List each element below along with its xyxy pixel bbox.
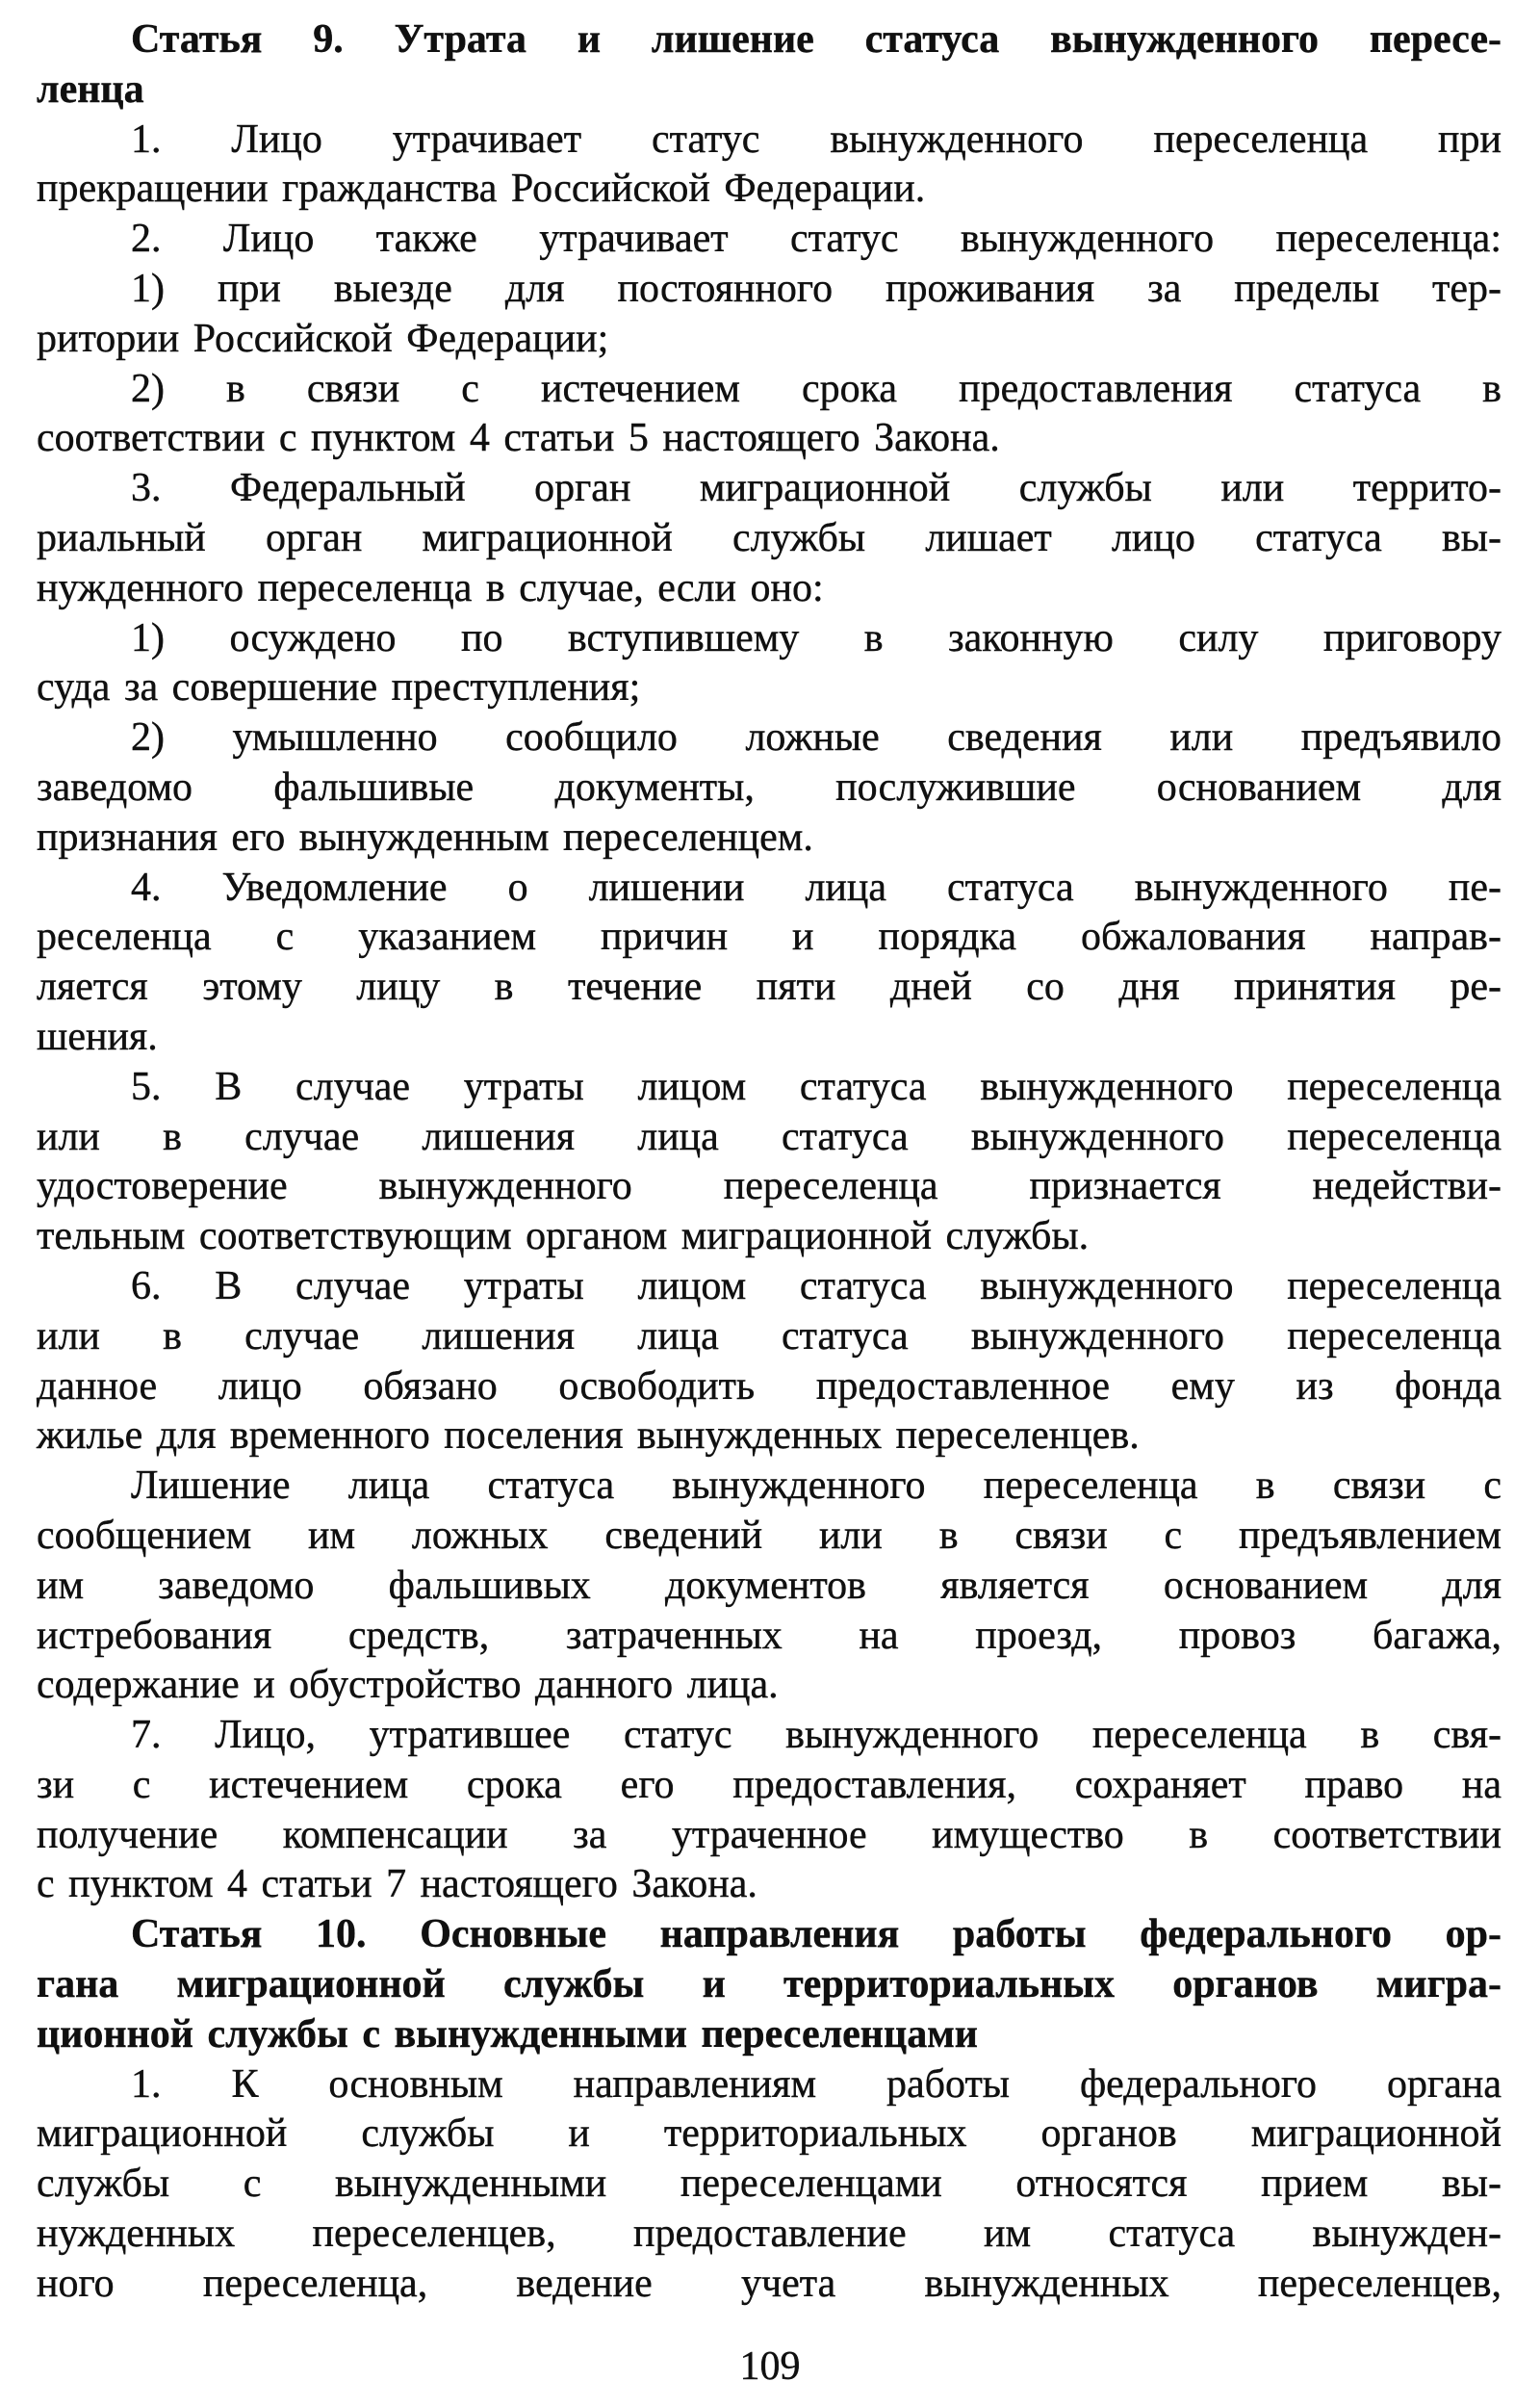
text-line: или в случае лишения лица статуса вынужденного переселенца [37, 1114, 1502, 1159]
text-line: 6. В случае утраты лицом статуса вынужденного переселенца [131, 1263, 1502, 1308]
text-line: 1) осуждено по вступившему в законную силу приговору [131, 615, 1502, 660]
text-line: получение компенсации за утраченное имущество в соответствии [37, 1812, 1502, 1857]
text-line: нужденных переселенцев, предоставление им статуса вынужден- [37, 2212, 1502, 2257]
text-line: ленца [37, 66, 144, 112]
text-line: миграционной службы и территориальных органов миграционной [37, 2111, 1502, 2157]
text-line: ционной службы с вынужденными переселенцами [37, 2011, 979, 2057]
text-line: 1. К основным направлениям работы федерального органа [131, 2061, 1502, 2107]
text-line: 7. Лицо, утратившее статус вынужденного переселенца в свя- [131, 1713, 1502, 1758]
text-line: реселенца с указанием причин и порядка обжалования направ- [37, 915, 1502, 960]
text-line: данное лицо обязано освободить предоставленное ему из фонда [37, 1363, 1502, 1409]
text-line: им заведомо фальшивых документов является основанием для [37, 1563, 1502, 1608]
text-line: Статья 9. Утрата и лишение статуса вынужденного пересе- [131, 17, 1502, 62]
text-line: жилье для временного поселения вынужденных переселенцев. [37, 1413, 1140, 1459]
text-line: с пунктом 4 статьи 7 настоящего Закона. [37, 1862, 757, 1907]
text-line: признания его вынужденным переселенцем. [37, 815, 813, 860]
text-line: 4. Уведомление о лишении лица статуса вынужденного пе- [131, 865, 1502, 910]
text-line: соответствии с пунктом 4 статьи 5 настоящего Закона. [37, 416, 1000, 461]
text-line: содержание и обустройство данного лица. [37, 1663, 779, 1708]
page-number: 109 [739, 2344, 801, 2389]
text-line: риальный орган миграционной службы лишает лицо статуса вы- [37, 515, 1502, 560]
text-line: зи с истечением срока его предоставления, сохраняет право на [37, 1762, 1502, 1807]
text-line: или в случае лишения лица статуса вынужденного переселенца [37, 1313, 1502, 1359]
text-line: заведомо фальшивые документы, послужившие основанием для [37, 764, 1502, 810]
text-line: прекращении гражданства Российской Федерации. [37, 167, 926, 212]
text-line: удостоверение вынужденного переселенца признается недействи- [37, 1164, 1502, 1209]
text-line: 2) умышленно сообщило ложные сведения или предъявило [131, 715, 1502, 761]
text-line: службы с вынужденными переселенцами относятся прием вы- [37, 2161, 1502, 2207]
text-line: 3. Федеральный орган миграционной службы или террито- [131, 466, 1502, 511]
text-line: Лишение лица статуса вынужденного переселенца в связи с [131, 1463, 1502, 1509]
text-line: 1) при выезде для постоянного проживания за пределы тер- [131, 266, 1502, 311]
text-line: ляется этому лицу в течение пяти дней со дня принятия ре- [37, 965, 1502, 1010]
text-line: ритории Российской Федерации; [37, 316, 609, 361]
text-line: нужденного переселенца в случае, если оно: [37, 565, 824, 610]
text-line: 5. В случае утраты лицом статуса вынужденного переселенца [131, 1064, 1502, 1109]
text-line: 2) в связи с истечением срока предоставления статуса в [131, 366, 1502, 411]
text-block [37, 15, 1502, 2310]
text-line: истребования средств, затраченных на проезд, провоз багажа, [37, 1613, 1502, 1658]
text-line: гана миграционной службы и территориальных органов мигра- [37, 1962, 1502, 2007]
text-line: сообщением им ложных сведений или в связи с предъявлением [37, 1513, 1502, 1558]
text-line: ного переселенца, ведение учета вынужденных переселенцев, [37, 2261, 1502, 2306]
text-line: суда за совершение преступления; [37, 665, 641, 711]
text-line: шения. [37, 1014, 158, 1059]
text-line: 2. Лицо также утрачивает статус вынужденного переселенца: [131, 217, 1502, 262]
text-line: 1. Лицо утрачивает статус вынужденного переселенца при [131, 116, 1502, 162]
text-line: тельным соответствующим органом миграционной службы. [37, 1214, 1090, 1259]
text-line: Статья 10. Основные направления работы федерального ор- [131, 1912, 1502, 1957]
